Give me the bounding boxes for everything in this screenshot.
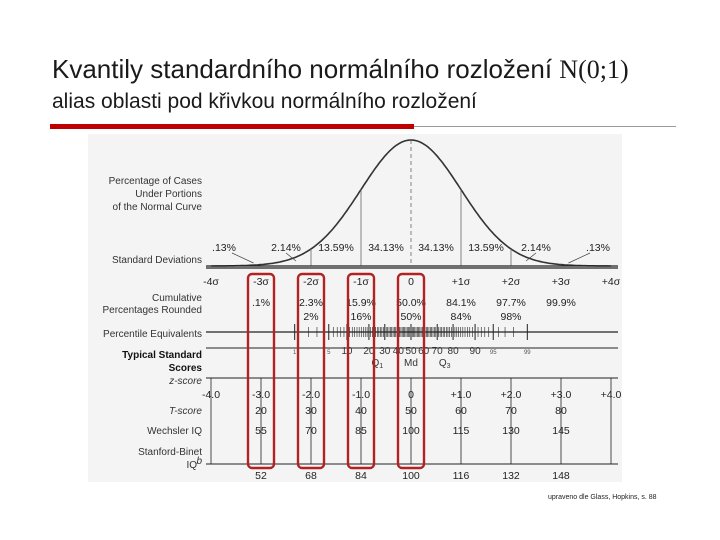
row-label-stanford-binet: IQ: [186, 460, 197, 471]
normal-curve-diagram: [88, 134, 622, 482]
row-label-typical-scores: Scores: [168, 363, 202, 374]
t-score-value: 80: [555, 405, 567, 417]
t-score-value: 30: [305, 405, 317, 417]
title-text: Kvantily standardního normálního rozložení: [52, 54, 560, 84]
z-score-value: +4.0: [600, 389, 622, 401]
percentile-label: 50: [405, 346, 417, 357]
page-subtitle: alias oblasti pod křivkou normálního rozložení: [52, 90, 477, 113]
quartile-label: $Q_3$: [438, 358, 451, 370]
t-score-value: 70: [505, 405, 517, 417]
percentile-label: 90: [469, 346, 481, 357]
sd-label: -1σ: [353, 276, 369, 288]
sd-label: 0: [408, 276, 414, 288]
row-label-t-score: T-score: [169, 406, 202, 417]
row-label-z-score: z-score: [169, 376, 202, 387]
cumulative-rounded: 2%: [303, 311, 319, 323]
cumulative-rounded: 50%: [400, 311, 422, 323]
percentage-label: 13.59%: [318, 242, 354, 254]
sd-label: +2σ: [501, 276, 521, 288]
t-score-value: 40: [355, 405, 367, 417]
sd-label: +1σ: [451, 276, 471, 288]
percentage-label: 13.59%: [468, 242, 504, 254]
sd-label: +3σ: [551, 276, 571, 288]
stanford-binet-iq-value: 148: [552, 470, 570, 482]
stanford-binet-iq-value: 52: [255, 470, 267, 482]
percentile-label: 1: [293, 350, 297, 356]
title-math: N(0;1): [559, 55, 629, 84]
wechsler-iq-value: 85: [355, 425, 367, 437]
row-label-stanford-binet: Stanford-Binet: [138, 447, 202, 458]
normal-distribution-figure: [88, 134, 622, 482]
row-label-standard-deviations: Standard Deviations: [111, 255, 202, 266]
row-label-percentage: Under Portions: [135, 189, 202, 200]
sd-label: -3σ: [253, 276, 269, 288]
row-label-percentage: Percentage of Cases: [108, 176, 202, 187]
percentile-label: 80: [447, 346, 459, 357]
cumulative-pct: 2.3%: [299, 297, 323, 309]
row-label-stanford-binet-sup: b: [196, 456, 202, 467]
wechsler-iq-value: 55: [255, 425, 267, 437]
tail-leader: [232, 253, 254, 263]
t-score-value: 50: [405, 405, 417, 417]
sd-label: +4σ: [601, 276, 621, 288]
stanford-binet-iq-value: 84: [355, 470, 367, 482]
quartile-label: Md: [404, 358, 418, 369]
cumulative-pct: 15.9%: [346, 297, 376, 309]
cumulative-pct: .1%: [251, 297, 271, 309]
page-title: [52, 54, 629, 85]
percentage-label: 34.13%: [368, 242, 404, 254]
wechsler-iq-value: 100: [402, 425, 420, 437]
row-label-cumulative: Percentages Rounded: [102, 305, 202, 316]
z-score-value: +3.0: [550, 389, 572, 401]
cumulative-rounded: 16%: [350, 311, 372, 323]
percentage-label: 2.14%: [521, 242, 551, 254]
wechsler-iq-value: 70: [305, 425, 317, 437]
sd-label: -4σ: [203, 276, 219, 288]
percentage-label: 34.13%: [418, 242, 454, 254]
quartile-label: $Q_1$: [371, 358, 384, 370]
z-score-value: -2.0: [301, 389, 321, 401]
z-score-value: +1.0: [450, 389, 472, 401]
cumulative-rounded: 98%: [500, 311, 522, 323]
percentage-label: .13%: [586, 242, 610, 254]
sd-label: -2σ: [303, 276, 319, 288]
percentile-label: 10: [341, 346, 353, 357]
percentile-label: 60: [418, 346, 430, 357]
cumulative-pct: 99.9%: [546, 297, 576, 309]
t-score-value: 20: [255, 405, 267, 417]
row-label-percentile-equivalents: Percentile Equivalents: [103, 329, 202, 340]
percentile-label: 70: [431, 346, 443, 357]
t-score-value: 60: [455, 405, 467, 417]
row-label-cumulative: Cumulative: [151, 293, 202, 304]
z-score-value: -4.0: [201, 389, 221, 401]
percentile-label: 95: [489, 350, 497, 356]
row-label-typical-scores: Typical Standard: [122, 350, 202, 361]
percentage-label: 2.14%: [271, 242, 301, 254]
wechsler-iq-value: 130: [502, 425, 520, 437]
stanford-binet-iq-value: 100: [402, 470, 420, 482]
wechsler-iq-value: 115: [452, 425, 470, 437]
percentile-label: 40: [392, 346, 404, 357]
percentile-label: 30: [379, 346, 391, 357]
cumulative-rounded: 84%: [450, 311, 472, 323]
stanford-binet-iq-value: 68: [305, 470, 317, 482]
stanford-binet-iq-value: 132: [502, 470, 520, 482]
percentile-label: 20: [363, 346, 375, 357]
title-rule: [50, 124, 676, 129]
percentile-label: 99: [523, 350, 531, 356]
row-label-wechsler-iq: Wechsler IQ: [147, 426, 202, 437]
tail-leader: [569, 253, 591, 263]
cumulative-pct: 50.0%: [396, 297, 426, 309]
percentage-label: .13%: [212, 242, 236, 254]
wechsler-iq-value: 145: [552, 425, 570, 437]
cumulative-pct: 97.7%: [496, 297, 526, 309]
z-score-value: -1.0: [351, 389, 371, 401]
row-label-percentage: of the Normal Curve: [112, 202, 202, 213]
title-rule-accent: [50, 124, 414, 129]
percentile-label: 5: [327, 350, 331, 356]
z-score-value: +2.0: [500, 389, 522, 401]
z-score-value: 0: [408, 389, 414, 401]
title-rule-line: [414, 126, 676, 127]
cumulative-pct: 84.1%: [446, 297, 476, 309]
z-score-value: -3.0: [251, 389, 271, 401]
source-credit: upraveno dle Glass, Hopkins, s. 88: [548, 494, 657, 501]
stanford-binet-iq-value: 116: [452, 470, 470, 482]
